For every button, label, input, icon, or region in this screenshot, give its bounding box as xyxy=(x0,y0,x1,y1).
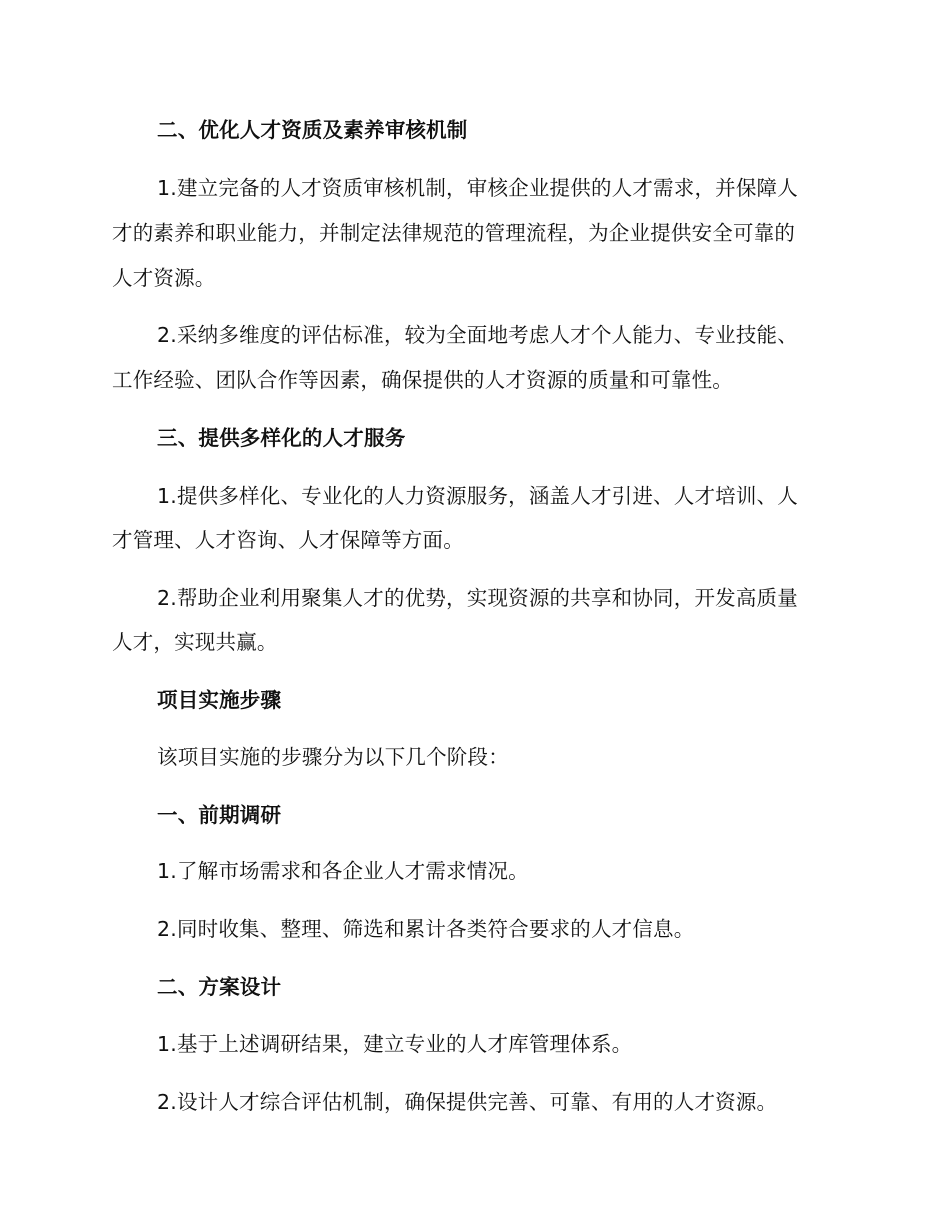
implementation-intro: 该项目实施的步骤分为以下几个阶段： xyxy=(157,745,509,769)
section-3-item-1-line-2: 才管理、人才咨询、人才保障等方面。 xyxy=(112,528,464,552)
section-2-item-1-line-2: 才的素养和职业能力，并制定法律规范的管理流程，为企业提供安全可靠的 xyxy=(112,221,796,245)
section-3-item-2-line-2: 人才，实现共赢。 xyxy=(112,630,278,654)
phase-2-item-1: 1.基于上述调研结果，建立专业的人才库管理体系。 xyxy=(157,1032,633,1056)
section-3-item-1-line-1: 1.提供多样化、专业化的人力资源服务，涵盖人才引进、人才培训、人 xyxy=(157,484,798,508)
implementation-title: 项目实施步骤 xyxy=(157,688,282,712)
phase-2-item-2: 2.设计人才综合评估机制，确保提供完善、可靠、有用的人才资源。 xyxy=(157,1090,778,1114)
section-2-item-2-line-1: 2.采纳多维度的评估标准，较为全面地考虑人才个人能力、专业技能、 xyxy=(157,323,798,347)
section-2-item-1-line-1: 1.建立完备的人才资质审核机制，审核企业提供的人才需求，并保障人 xyxy=(157,176,798,200)
section-3-item-2-line-1: 2.帮助企业利用聚集人才的优势，实现资源的共享和协同，开发高质量 xyxy=(157,586,798,610)
section-2-title: 二、优化人才资质及素养审核机制 xyxy=(157,118,468,142)
phase-2-title: 二、方案设计 xyxy=(157,975,282,999)
section-2-item-2-line-2: 工作经验、团队合作等因素，确保提供的人才资源的质量和可靠性。 xyxy=(112,368,733,392)
section-2-item-1-line-3: 人才资源。 xyxy=(112,266,216,290)
phase-1-item-1: 1.了解市场需求和各企业人才需求情况。 xyxy=(157,859,529,883)
phase-1-item-2: 2.同时收集、整理、筛选和累计各类符合要求的人才信息。 xyxy=(157,917,695,941)
section-3-title: 三、提供多样化的人才服务 xyxy=(157,426,406,450)
phase-1-title: 一、前期调研 xyxy=(157,803,282,827)
